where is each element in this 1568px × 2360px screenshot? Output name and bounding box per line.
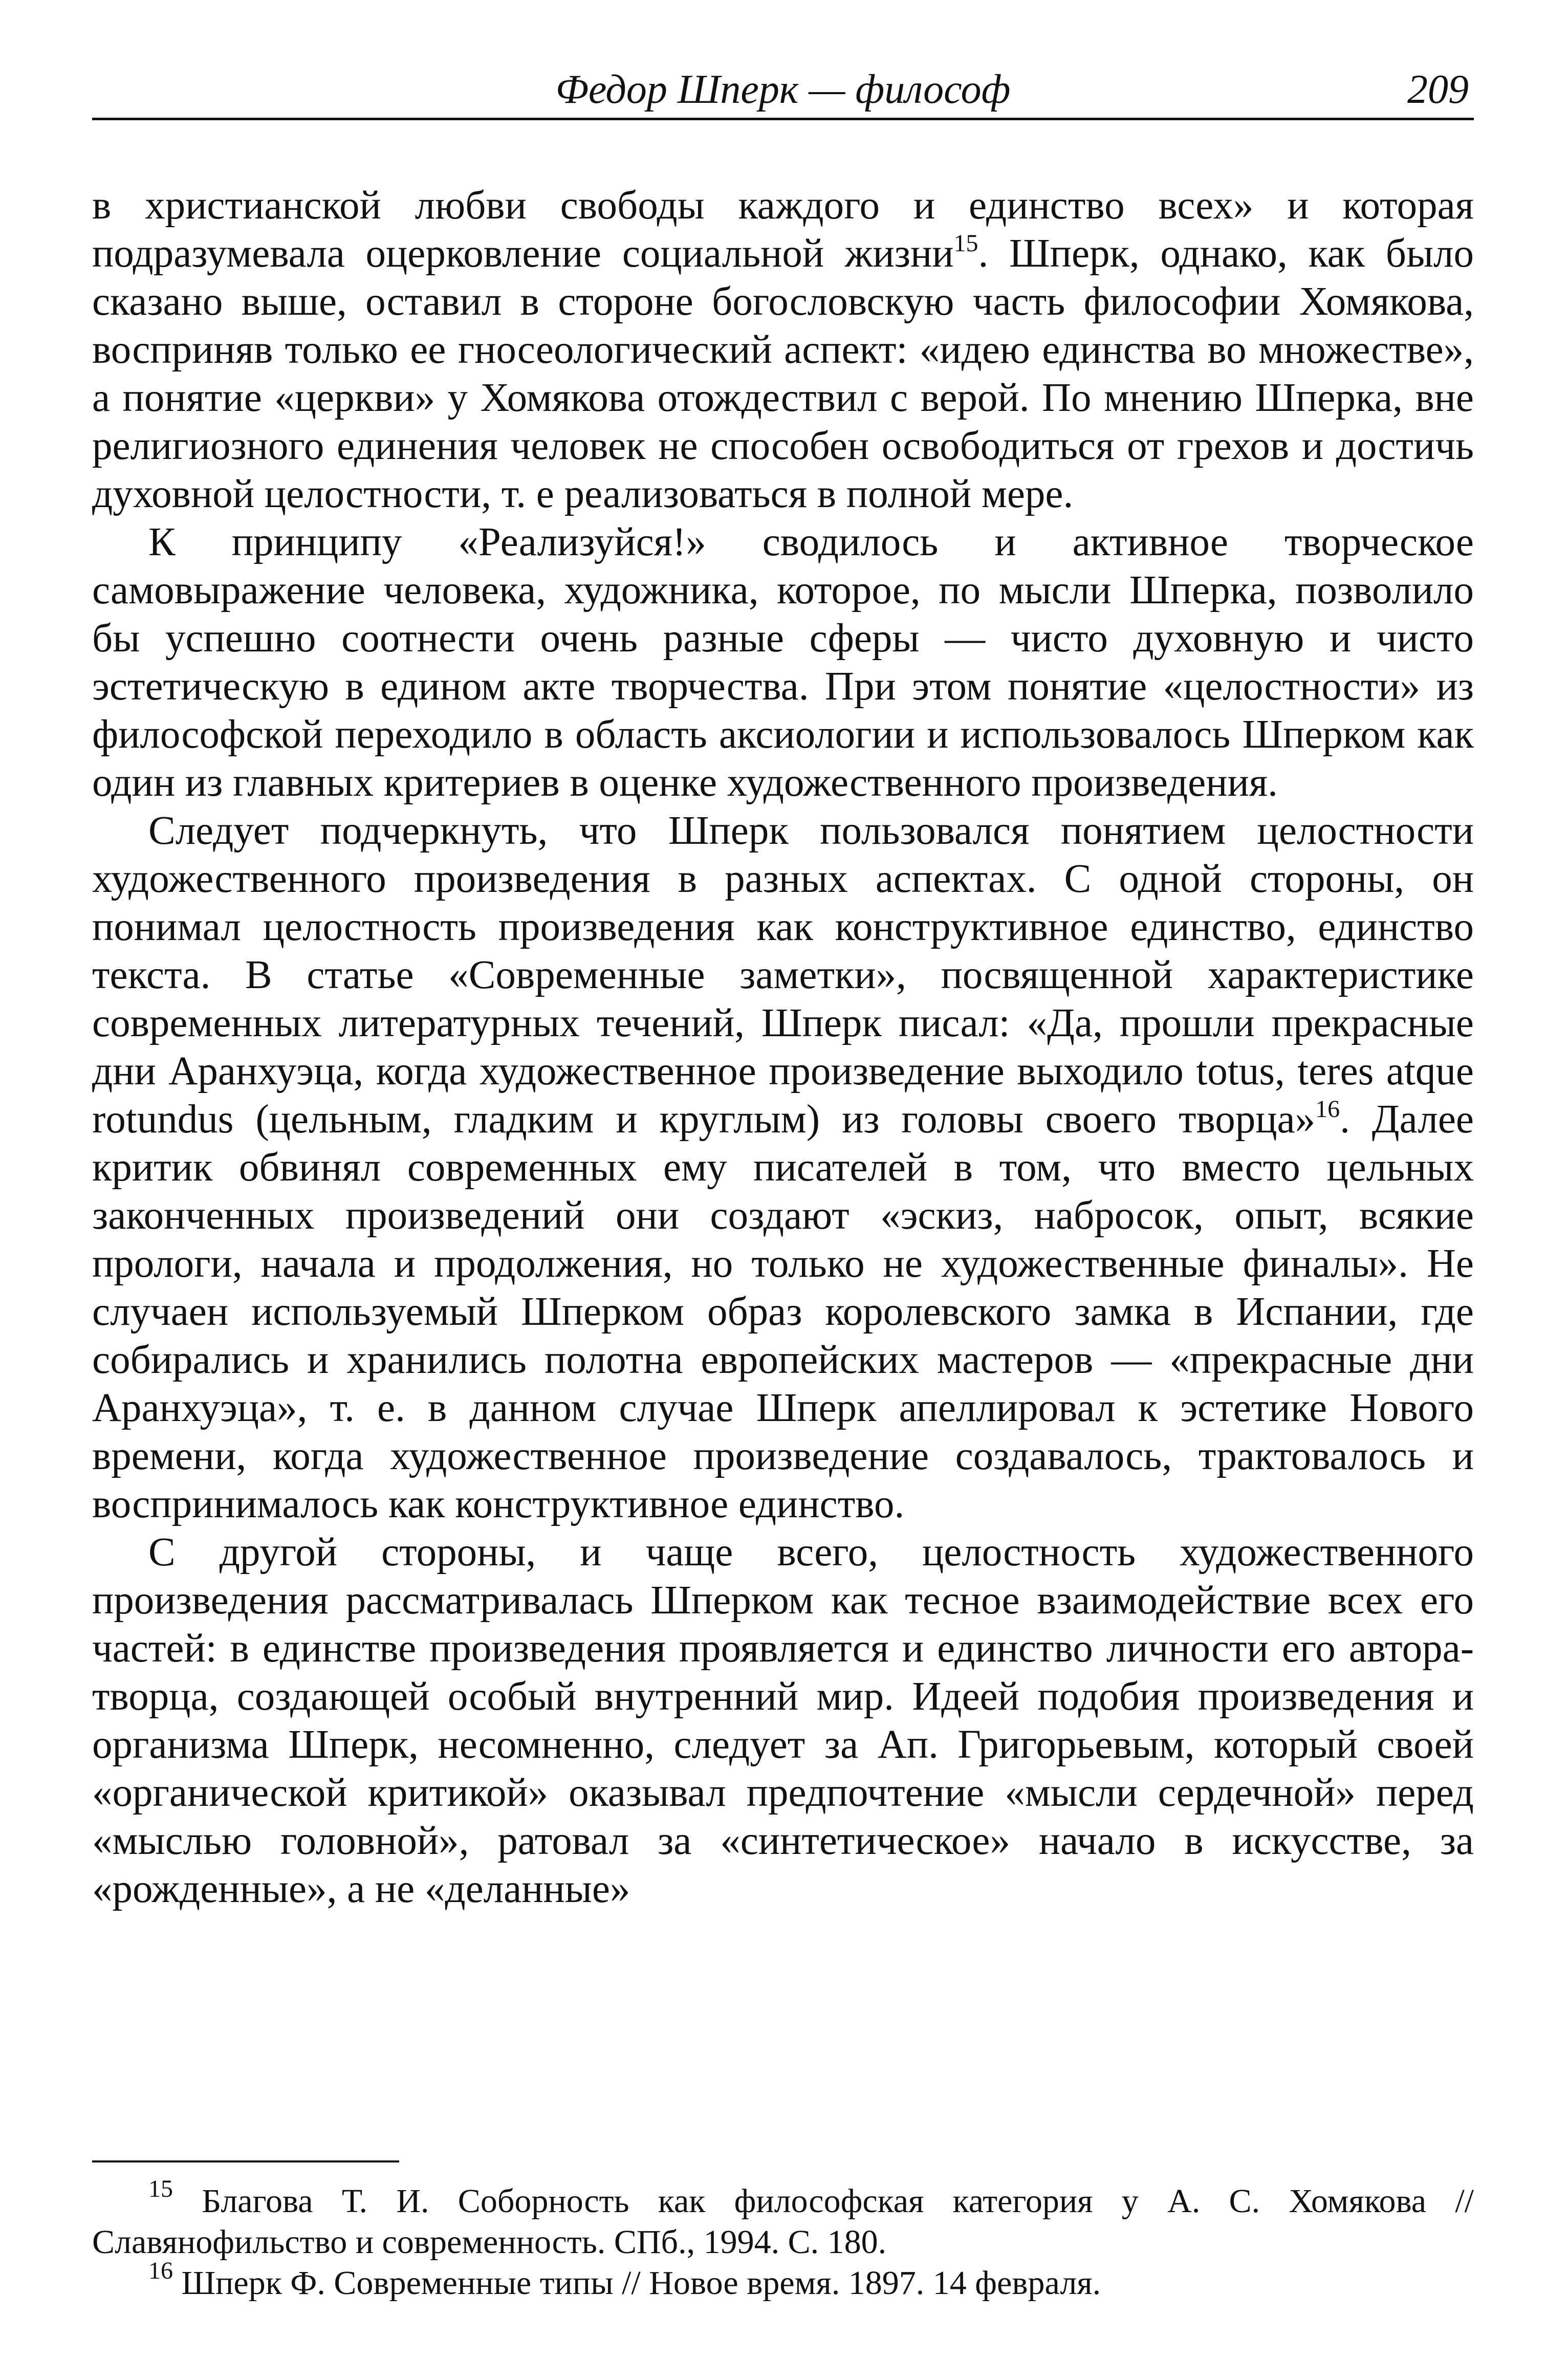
text-run: С другой стороны, и чаще всего, целостность художественного произведения рассматривалась Шперком как тесное взаимодействие всех его частей: в единстве произведения проявляется и единство личности его автора-творца, создающей особый внутренний мир. Идеей подобия произведения и организма Шперк, несомненно, следует за Ап. Григорьевым, который своей «органической критикой» оказывал предпочтение «мысли сердечной» перед «мыслью головной», ратовал за «синтетическое» начало в искусстве, за «рожденные», а не «деланные» <box>92 1530 1474 1911</box>
paragraph <box>92 1528 1474 1913</box>
paragraph <box>92 807 1474 1528</box>
page-number: 209 <box>1407 67 1469 112</box>
footnote <box>92 2257 1474 2304</box>
footnotes <box>92 2175 1474 2304</box>
running-head <box>92 61 1474 120</box>
footnote-ref: 16 <box>1315 1096 1340 1123</box>
footnote-text: Шперк Ф. Современные типы // Новое время. 1897. 14 февраля. <box>173 2264 1101 2302</box>
paragraph <box>92 518 1474 807</box>
footnote <box>92 2175 1474 2263</box>
footnote-separator <box>92 2160 399 2162</box>
text-run: в христианской любви свободы каждого и единство всех» и которая подразумевала оцерковление социальной жизни <box>92 183 1474 276</box>
paragraph <box>92 182 1474 518</box>
text-run: Следует подчеркнуть, что Шперк пользовался понятием целостности художественного произведения в разных аспектах. С одной стороны, он понимал целостность произведения как конструктивное единство, единство текста. В статье «Современные заметки», посвященной характеристике современных литературных течений, Шперк писал: «Да, прошли прекрасные дни Аранхуэца, когда художественное произведение выходило totus, teres atque rotundus (цельным, гладким и круглым) из головы своего творца» <box>92 808 1474 1142</box>
footnote-text: Благова Т. И. Соборность как философская категория у А. С. Хомякова // Славянофильство и современность. СПб., 1994. С. 180. <box>92 2182 1474 2261</box>
text-run: . Далее критик обвинял современных ему писателей в том, что вместо цельных законченных произведений они создают «эскиз, набросок, опыт, всякие прологи, начала и продолжения, но только не художественные финалы». Не случаен используемый Шперком образ королевского замка в Испании, где собирались и хранились полотна европейских мастеров — «прекрасные дни Аранхуэца», т. е. в данном случае Шперк апеллировал к эстетике Нового времени, когда художественное произведение создавалось, трактовалось и воспринималось как конструктивное единство. <box>92 1097 1474 1526</box>
running-title: Федор Шперк — философ <box>555 67 1011 112</box>
footnote-number: 15 <box>148 2175 173 2202</box>
footnote-ref: 15 <box>953 230 978 257</box>
text-run: . Шперк, однако, как было сказано выше, оставил в стороне богословскую часть философии Хомякова, восприняв только ее гносеологический аспект: «идею единства во множестве», а понятие «церкви» у Хомякова отождествил с верой. По мнению Шперка, вне религиозного единения человек не способен освободиться от грехов и достичь духовной целостности, т. е реализоваться в полной мере. <box>92 231 1474 516</box>
text-run: К принципу «Реализуйся!» сводилось и активное творческое самовыражение человека, художника, которое, по мысли Шперка, позволило бы успешно соотнести очень разные сферы — чисто духовную и чисто эстетическую в едином акте творчества. При этом понятие «целостности» из философской переходило в область аксиологии и использовалось Шперком как один из главных критериев в оценке художественного произведения. <box>92 520 1474 805</box>
body-text <box>92 182 1474 1913</box>
footnote-number: 16 <box>148 2257 173 2284</box>
